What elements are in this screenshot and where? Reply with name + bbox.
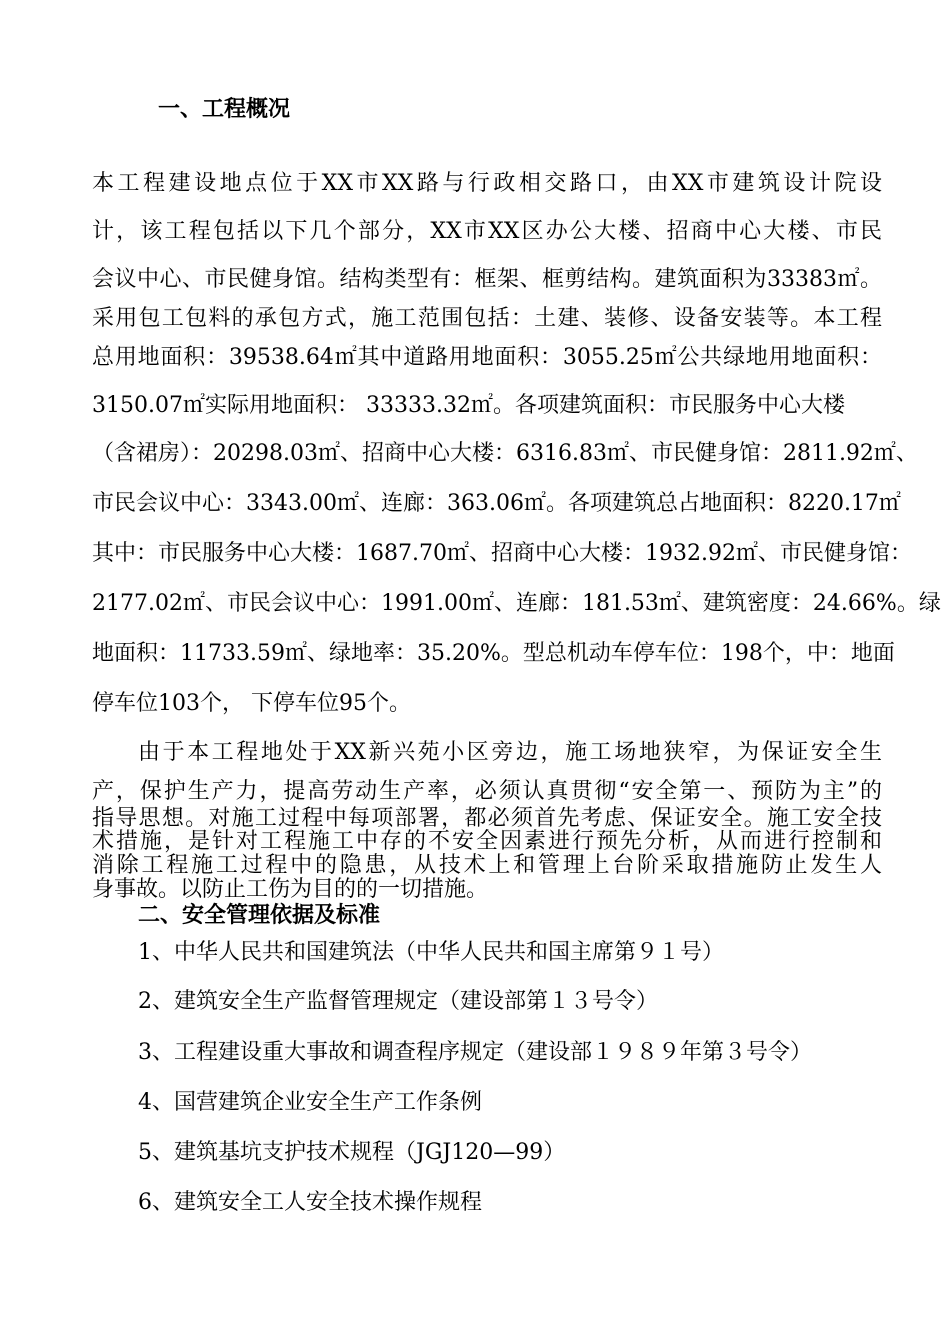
paragraph-line: 由于本工程地处于XX新兴苑小区旁边，施工场地狭窄，为保证安全生 [138,740,882,765]
paragraph-line: 会议中心、市民健身馆。结构类型有：框架、框剪结构。建筑面积为33383㎡。 [92,267,882,292]
list-item: 5、建筑基坑支护技术规程（JGJ120—99） [138,1140,566,1165]
paragraph-line: 3150.07㎡实际用地面积： 33333.32㎡。各项建筑面积：市民服务中心大楼 [92,393,845,418]
list-item: 2、建筑安全生产监督管理规定（建设部第１３号令） [138,989,658,1014]
paragraph-line: 总用地面积：39538.64㎡其中道路用地面积：3055.25㎡公共绿地用地面积： [92,345,882,370]
paragraph-line: 停车位103个， 下停车位95个。 [92,691,411,716]
paragraph-line: 地面积：11733.59㎡、绿地率：35.20%。型总机动车停车位：198个，中：地面 [92,641,895,666]
paragraph-line: 计，该工程包括以下几个部分，XX市XX区办公大楼、招商中心大楼、市民 [92,219,882,244]
paragraph-line: （含裙房）：20298.03㎡、招商中心大楼：6316.83㎡、市民健身馆：2811.92㎡、 [92,441,918,466]
paragraph-line: 指导思想。对施工过程中每项部署，都必须首先考虑、保证安全。施工安全技 [92,806,882,831]
section-2-heading: 二、安全管理依据及标准 [138,903,381,928]
paragraph-line: 产，保护生产力，提高劳动生产率，必须认真贯彻“安全第一、预防为主”的 [92,779,882,804]
list-item: 3、工程建设重大事故和调查程序规定（建设部１９８９年第３号令） [138,1040,812,1065]
paragraph-line: 采用包工包料的承包方式，施工范围包括：土建、装修、设备安装等。本工程 [92,306,882,331]
section-1-heading: 一、工程概况 [158,97,291,122]
paragraph-line: 2177.02㎡、市民会议中心：1991.00㎡、连廊：181.53㎡、建筑密度：24.66%。绿 [92,591,941,616]
list-item: 1、中华人民共和国建筑法（中华人民共和国主席第９１号） [138,940,724,965]
list-item: 6、建筑安全工人安全技术操作规程 [138,1190,482,1215]
paragraph-line: 市民会议中心：3343.00㎡、连廊：363.06㎡。各项建筑总占地面积：8220.17㎡ [92,491,901,516]
paragraph-line: 身事故。以防止工伤为目的的一切措施。 [92,877,489,902]
paragraph-line: 本工程建设地点位于XX市XX路与行政相交路口，由XX市建筑设计院设 [92,171,882,196]
paragraph-line: 消除工程施工过程中的隐患，从技术上和管理上台阶采取措施防止发生人 [92,853,882,878]
paragraph-line: 术措施，是针对工程施工中存的不安全因素进行预先分析，从而进行控制和 [92,829,882,854]
list-item: 4、国营建筑企业安全生产工作条例 [138,1090,482,1115]
paragraph-line: 其中：市民服务中心大楼：1687.70㎡、招商中心大楼：1932.92㎡、市民健身馆： [92,541,912,566]
